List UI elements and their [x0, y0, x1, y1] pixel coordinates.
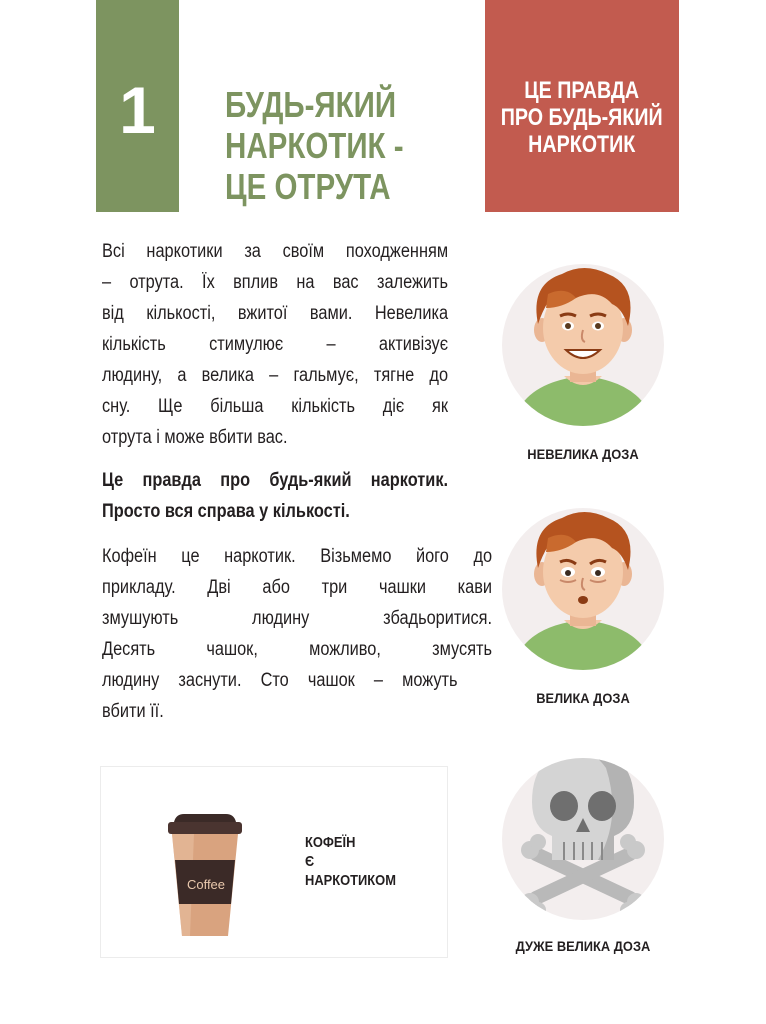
- large-dose-caption: ВЕЛИКА ДОЗА: [536, 690, 630, 706]
- truth-banner: [485, 0, 679, 212]
- title-line: ЦЕ ОТРУТА: [225, 166, 391, 207]
- caffeine-label-line: Є: [305, 853, 315, 870]
- text-line: Просто вся справа у кількості.: [102, 501, 350, 522]
- cup-brand-text: Coffee: [186, 877, 226, 892]
- title-line: НАРКОТИК -: [225, 125, 404, 166]
- text-line: Кофеїн це наркотик. Візьмемо його до: [102, 546, 493, 567]
- very-large-dose-caption: ДУЖЕ ВЕЛИКА ДОЗА: [515, 938, 651, 954]
- truth-line: НАРКОТИК: [528, 130, 636, 158]
- skull-crossbones-icon: [502, 758, 664, 920]
- text-line: змушують людину збадьоритися.: [102, 608, 493, 629]
- text-line: Всі наркотики за своїм походженням: [102, 241, 449, 262]
- text-line: кількість стимулює – активізує: [102, 334, 449, 355]
- text-line: людину, а велика – гальмує, тягне до: [102, 365, 449, 386]
- text-line: людину заснути. Сто чашок – можуть: [102, 670, 458, 691]
- text-line: отрута і може вбити вас.: [102, 427, 288, 448]
- truth-line: ЦЕ ПРАВДА: [524, 76, 640, 104]
- large-dose-illustration: [502, 508, 664, 670]
- text-line: – отрута. Їх вплив на вас залежить: [102, 272, 449, 293]
- paragraph-caffeine: [102, 541, 492, 727]
- section-title: [225, 84, 430, 207]
- paragraph-emphasis: [102, 465, 448, 527]
- sick-face-icon: [502, 508, 664, 670]
- section-number: 1: [96, 0, 179, 212]
- paragraph-intro: [102, 236, 448, 453]
- text-line: від кількості, вжитої вами. Невелика: [102, 303, 449, 324]
- title-line: БУДЬ-ЯКИЙ: [225, 84, 397, 125]
- truth-line: ПРО БУДЬ-ЯКИЙ: [501, 103, 663, 131]
- text-line: сну. Ще більша кількість діє як: [102, 396, 449, 417]
- coffee-cup-icon: [160, 812, 250, 940]
- small-dose-illustration: [502, 264, 664, 426]
- happy-face-icon: [502, 264, 664, 426]
- very-large-dose-illustration: [502, 758, 664, 920]
- caffeine-label-line: КОФЕЇН: [305, 834, 356, 851]
- caffeine-label-line: НАРКОТИКОМ: [305, 872, 396, 889]
- text-line: Десять чашок, можливо, змусять: [102, 639, 493, 660]
- text-line: Це правда про будь-який наркотик.: [102, 470, 449, 491]
- caffeine-label: [305, 833, 396, 890]
- small-dose-caption: НЕВЕЛИКА ДОЗА: [527, 446, 639, 462]
- text-line: прикладу. Дві або три чашки кави: [102, 577, 493, 598]
- text-line: вбити її.: [102, 701, 164, 722]
